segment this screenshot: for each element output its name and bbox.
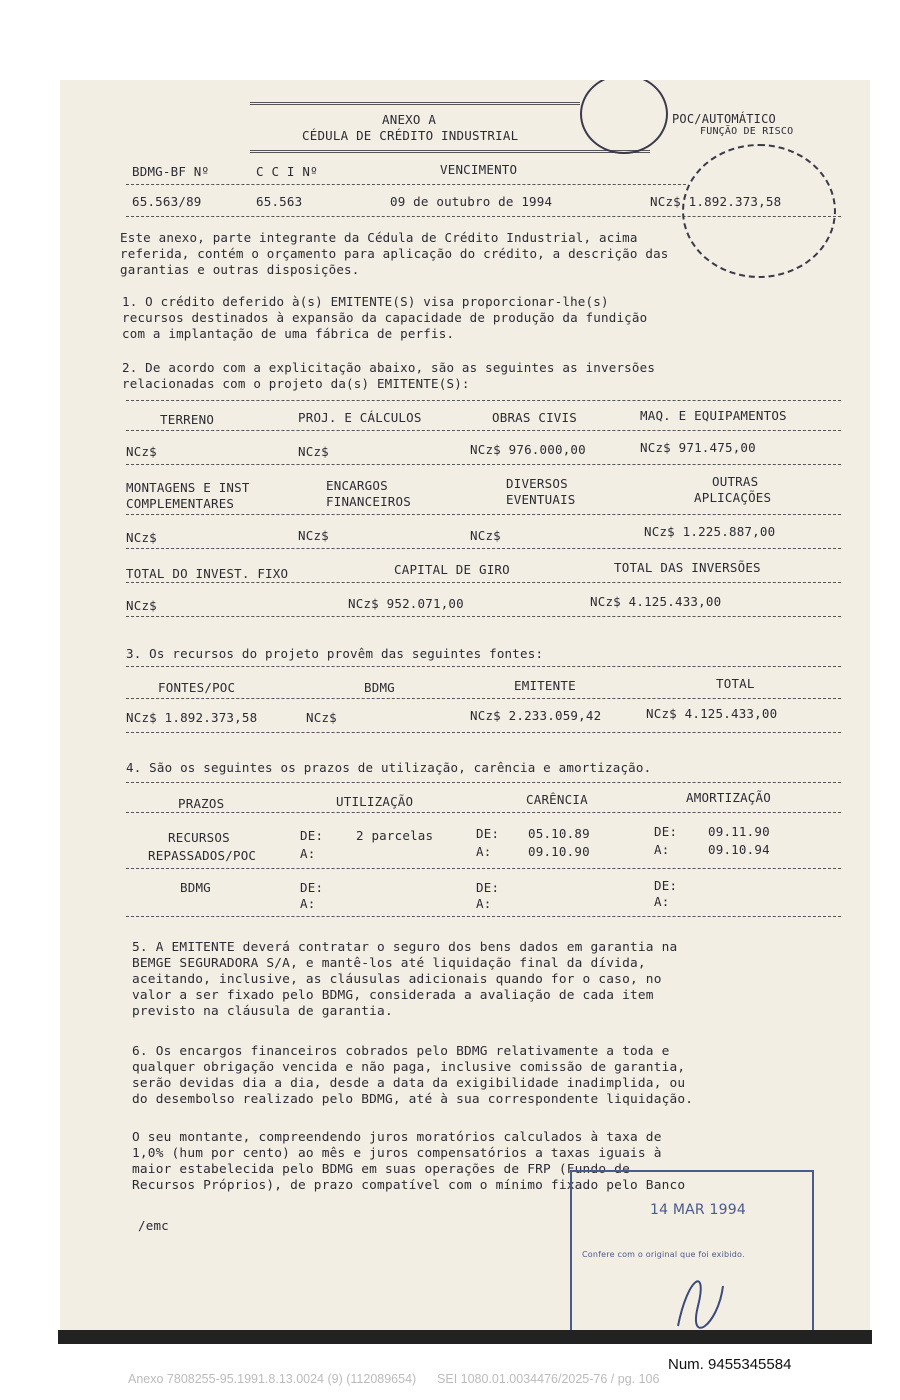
clause6-line-4: do desembolso realizado pelo BDMG, até à sua correspondente liquidação. — [132, 1092, 694, 1107]
invest-v-encargos: NCz$ — [298, 528, 329, 543]
footer-document-number: Num. 9455345584 — [668, 1356, 792, 1373]
terms-h-prazos: PRAZOS — [178, 796, 225, 811]
terms-label-repassados: REPASSADOS/POC — [148, 848, 257, 863]
rule-terms-top — [126, 782, 841, 783]
sources-v-emitente: NCz$ 2.233.059,42 — [470, 708, 602, 723]
rule-terms-bottom — [126, 916, 841, 917]
terms-h-amortizacao: AMORTIZAÇÃO — [686, 790, 771, 805]
annex-title: ANEXO A — [382, 112, 437, 127]
invest-h-eventuais: EVENTUAIS — [506, 492, 576, 507]
clause6-line-3: serão devidas dia a dia, desde a data da exigibilidade inadimplida, ou — [132, 1076, 686, 1091]
clause1-line-3: com a implantação de uma fábrica de perfis. — [122, 326, 455, 341]
footer-reference: Anexo 7808255-95.1991.8.13.0024 (9) (112089654) SEI 1080.01.0034476/2025-76 / pg. 106 — [128, 1372, 660, 1386]
stamp-confere-text: Confere com o original que foi exibido. — [582, 1250, 745, 1259]
terms-bdmg-util-de: DE: — [300, 880, 324, 895]
invest-h-total-fixo: TOTAL DO INVEST. FIXO — [126, 566, 289, 581]
sources-h-emitente: EMITENTE — [514, 678, 576, 693]
clause5-line-1: 5. A EMITENTE deverá contratar o seguro dos bens dados em garantia na — [132, 940, 678, 955]
clause2-line-1: 2. De acordo com a explicitação abaixo, são as seguintes as inversões — [122, 360, 656, 375]
invest-v-capital-giro: NCz$ 952.071,00 — [348, 596, 464, 611]
invest-h-total-inversoes: TOTAL DAS INVERSÕES — [614, 560, 761, 575]
clause6b-line-3: maior estabelecida pelo BDMG em suas operações de FRP (Fundo de — [132, 1162, 630, 1177]
terms-util-value: 2 parcelas — [356, 828, 434, 843]
clause3-text: 3. Os recursos do projeto provêm das seguintes fontes: — [126, 646, 544, 661]
invest-v-terreno: NCz$ — [126, 444, 157, 459]
rule-invest-2 — [126, 464, 841, 465]
invest-h-obras: OBRAS CIVIS — [492, 410, 577, 425]
clause1-line-2: recursos destinados à expansão da capacidade de produção da fundição — [122, 310, 648, 325]
doc-title: CÉDULA DE CRÉDITO INDUSTRIAL — [302, 128, 519, 143]
seal-stamp-top — [580, 80, 668, 154]
label-vencimento: VENCIMENTO — [440, 162, 518, 177]
label-cci: C C I Nº — [256, 164, 318, 179]
intro-line-3: garantias e outras disposições. — [120, 262, 360, 277]
sources-v-total: NCz$ 4.125.433,00 — [646, 706, 778, 721]
terms-util-de-label: DE: — [300, 828, 324, 843]
invest-h-complementares: COMPLEMENTARES — [126, 496, 235, 511]
rule-invest-3 — [126, 514, 841, 515]
clause6b-line-1: O seu montante, compreendendo juros moratórios calculados à taxa de — [132, 1130, 662, 1145]
header-rule-top — [250, 102, 580, 105]
rule-invest-top — [126, 400, 841, 401]
clause6b-line-2: 1,0% (hum por cento) ao mês e juros compensatórios a taxas iguais à — [132, 1146, 662, 1161]
rule-terms-row — [126, 868, 841, 869]
rule-terms-mid — [126, 812, 841, 813]
invest-v-obras: NCz$ 976.000,00 — [470, 442, 586, 457]
seal-stamp-official — [682, 144, 836, 278]
invest-h-montagens: MONTAGENS E INST — [126, 480, 250, 495]
terms-amort-a-value: 09.10.94 — [708, 842, 770, 857]
invest-v-total-inversoes: NCz$ 4.125.433,00 — [590, 594, 722, 609]
terms-car-de-label: DE: — [476, 826, 500, 841]
value-cci: 65.563 — [256, 194, 303, 209]
terms-car-de-value: 05.10.89 — [528, 826, 590, 841]
signature-icon — [668, 1266, 728, 1336]
terms-amort-a-label: A: — [654, 842, 670, 857]
rule-invest-5 — [126, 582, 841, 583]
clause2-line-2: relacionadas com o projeto da(s) EMITENTE(S): — [122, 376, 470, 391]
value-amount: NCz$ 1.892.373,58 — [650, 194, 782, 209]
document-page — [60, 80, 870, 1342]
clause1-line-1: 1. O crédito deferido à(s) EMITENTE(S) visa proporcionar-lhe(s) — [122, 294, 609, 309]
clause5-line-2: BEMGE SEGURADORA S/A, e mantê-los até liquidação final da dívida, — [132, 956, 646, 971]
stamp-funcao-risco: FUNÇÃO DE RISCO — [700, 126, 794, 137]
clause5-line-3: aceitando, inclusive, as cláusulas adicionais quando for o caso, no — [132, 972, 662, 987]
page-bottom-edge — [58, 1330, 872, 1344]
sources-h-fontes: FONTES/POC — [158, 680, 236, 695]
invest-v-maquinas: NCz$ 971.475,00 — [640, 440, 756, 455]
value-bdmg-bf: 65.563/89 — [132, 194, 202, 209]
invest-h-aplicacoes: APLICAÇÕES — [694, 490, 772, 505]
invest-h-terreno: TERRENO — [160, 412, 215, 427]
clause5-line-4: valor a ser fixado pelo BDMG, considerada a avaliação de cada item — [132, 988, 654, 1003]
terms-bdmg-amort-a: A: — [654, 894, 670, 909]
sources-v-fontes: NCz$ 1.892.373,58 — [126, 710, 258, 725]
terms-car-a-label: A: — [476, 844, 492, 859]
clause4-text: 4. São os seguintes os prazos de utilização, carência e amortização. — [126, 760, 652, 775]
rule-invest-bottom — [126, 616, 841, 617]
rule-sources-mid — [126, 698, 841, 699]
stamp-date: 14 MAR 1994 — [650, 1202, 746, 1218]
terms-label-recursos: RECURSOS — [168, 830, 230, 845]
rule-invest-4 — [126, 548, 841, 549]
clause6-line-2: qualquer obrigação vencida e não paga, inclusive comissão de garantia, — [132, 1060, 686, 1075]
header-rule-bottom — [126, 184, 686, 185]
sources-h-bdmg: BDMG — [364, 680, 395, 695]
invest-v-projeto: NCz$ — [298, 444, 329, 459]
invest-v-outras: NCz$ 1.225.887,00 — [644, 524, 776, 539]
invest-v-diversos: NCz$ — [470, 528, 501, 543]
header-rule-mid — [250, 150, 650, 153]
invest-h-capital-giro: CAPITAL DE GIRO — [394, 562, 510, 577]
terms-bdmg-car-a: A: — [476, 896, 492, 911]
terms-bdmg-amort-de: DE: — [654, 878, 678, 893]
value-vencimento: 09 de outubro de 1994 — [390, 194, 553, 209]
terms-h-carencia: CARÊNCIA — [526, 792, 588, 807]
invest-h-diversos: DIVERSOS — [506, 476, 568, 491]
terms-bdmg-util-a: A: — [300, 896, 316, 911]
terms-amort-de-label: DE: — [654, 824, 678, 839]
invest-h-maquinas: MAQ. E EQUIPAMENTOS — [640, 408, 787, 423]
invest-h-financeiros: FINANCEIROS — [326, 494, 411, 509]
clause5-line-5: previsto na cláusula de garantia. — [132, 1004, 393, 1019]
invest-h-encargos: ENCARGOS — [326, 478, 388, 493]
terms-car-a-value: 09.10.90 — [528, 844, 590, 859]
invest-v-montagens: NCz$ — [126, 530, 157, 545]
clause6b-line-4: Recursos Próprios), de prazo compatível com o mínimo fixado pelo Banco — [132, 1178, 686, 1193]
invest-h-projeto: PROJ. E CÁLCULOS — [298, 410, 422, 425]
intro-line-1: Este anexo, parte integrante da Cédula de Crédito Industrial, acima — [120, 230, 638, 245]
terms-bdmg-car-de: DE: — [476, 880, 500, 895]
label-bdmg-bf: BDMG-BF Nº — [132, 164, 210, 179]
sources-v-bdmg: NCz$ — [306, 710, 337, 725]
rule-sources-bottom — [126, 732, 841, 733]
terms-amort-de-value: 09.11.90 — [708, 824, 770, 839]
terms-label-bdmg: BDMG — [180, 880, 211, 895]
stamp-poc-automatico: POC/AUTOMÁTICO — [672, 112, 776, 126]
invest-h-outras: OUTRAS — [712, 474, 759, 489]
typist-initials: /emc — [138, 1218, 169, 1233]
terms-h-utilizacao: UTILIZAÇÃO — [336, 794, 414, 809]
rule-sources-top — [126, 666, 841, 667]
sources-h-total: TOTAL — [716, 676, 755, 691]
invest-v-total-fixo: NCz$ — [126, 598, 157, 613]
clause6-line-1: 6. Os encargos financeiros cobrados pelo BDMG relativamente a toda e — [132, 1044, 670, 1059]
authentication-stamp — [570, 1170, 814, 1342]
intro-line-2: referida, contém o orçamento para aplicação do crédito, a descrição das — [120, 246, 669, 261]
terms-util-a-label: A: — [300, 846, 316, 861]
rule-invest-1 — [126, 430, 841, 431]
